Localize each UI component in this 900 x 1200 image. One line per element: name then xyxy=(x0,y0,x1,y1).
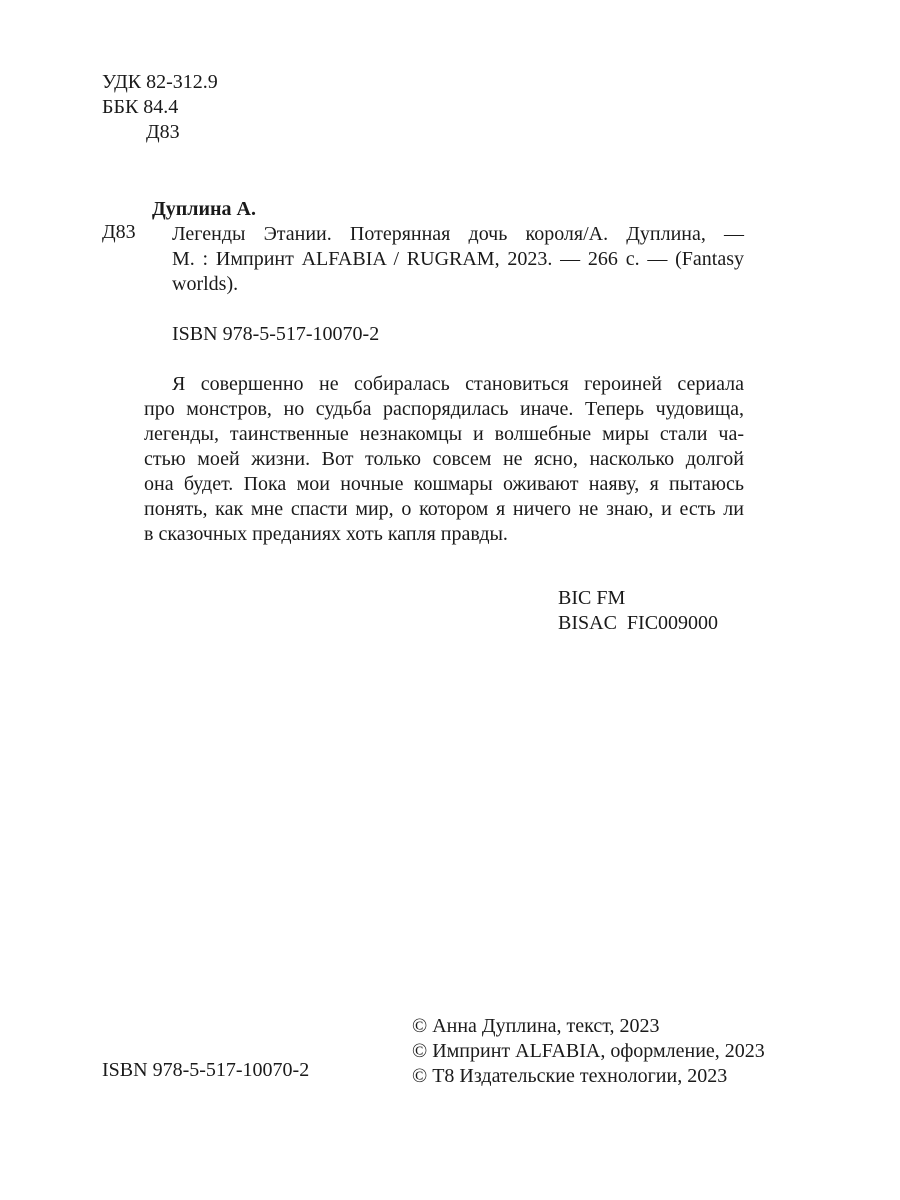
bisac-code: BISAC FIC009000 xyxy=(558,612,719,634)
bibliographic-description xyxy=(172,222,744,297)
copyright-line: © Т8 Издательские технологии, 2023 xyxy=(412,1065,728,1087)
copyright-notices xyxy=(412,1014,765,1089)
author-sign-code: Д83 xyxy=(146,121,180,143)
bic-code: BIC FM xyxy=(558,587,626,609)
copyright-line: © Импринт ALFABIA, оформление, 2023 xyxy=(412,1040,765,1062)
annotation-line: легенды, таинственные незнакомцы и волшебные миры стали ча- xyxy=(144,423,744,445)
bib-line: Легенды Этании. Потерянная дочь короля/А. Дуплина, — xyxy=(172,223,744,245)
bib-line: М. : Импринт ALFABIA / RUGRAM, 2023. — 266 с. — (Fantasy xyxy=(172,248,744,270)
bbk-code: ББК 84.4 xyxy=(102,96,179,118)
catalog-code: Д83 xyxy=(102,221,136,243)
annotation-line: стью моей жизни. Вот только совсем не ясно, насколько долгой xyxy=(144,448,744,470)
annotation-line: про монстров, но судьба распорядилась иначе. Теперь чудовища, xyxy=(144,398,744,420)
annotation-line: Я совершенно не собиралась становиться героиней сериала xyxy=(172,373,744,395)
isbn-main: ISBN 978-5-517-10070-2 xyxy=(172,323,380,345)
classification-block xyxy=(102,70,218,145)
annotation xyxy=(144,372,744,547)
udk-code: УДК 82-312.9 xyxy=(102,71,218,93)
annotation-line: она будет. Пока мои ночные кошмары оживают наяву, я пытаюсь xyxy=(144,473,744,495)
copyright-line: © Анна Дуплина, текст, 2023 xyxy=(412,1015,660,1037)
subject-codes xyxy=(558,586,718,636)
author-heading: Дуплина А. xyxy=(152,198,256,220)
bib-line: worlds). xyxy=(172,273,239,295)
isbn-footer: ISBN 978-5-517-10070-2 xyxy=(102,1059,310,1081)
annotation-line: понять, как мне спасти мир, о котором я ничего не знаю, и есть ли xyxy=(144,498,744,520)
annotation-line: в сказочных преданиях хоть капля правды. xyxy=(144,523,508,545)
